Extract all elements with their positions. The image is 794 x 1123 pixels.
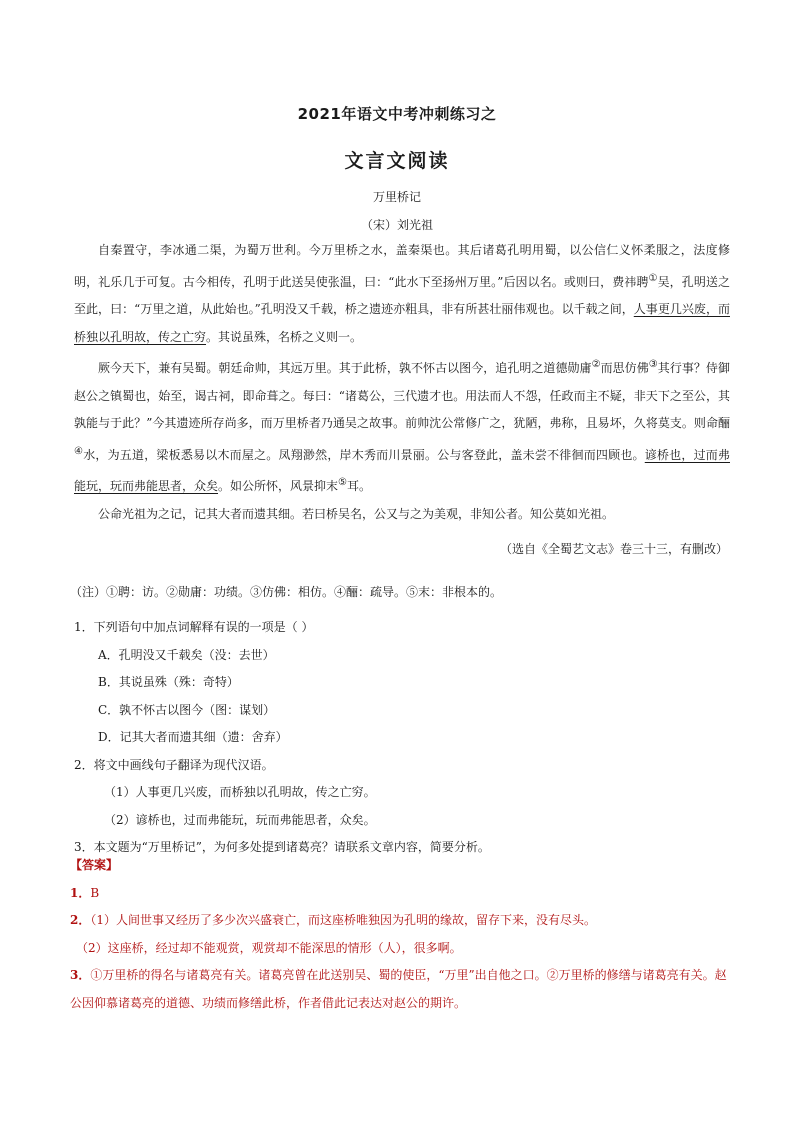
paragraph-1-text-c: 。其说虽殊，名桥之义则一。 — [206, 329, 363, 344]
paragraph-1 — [74, 237, 730, 351]
answer-2-number: 2． — [70, 913, 91, 927]
paragraph-1-text-b: 吴，孔明送之至此，曰：“万里之道，从此始也。”孔明没又千载，桥之遗迹亦粗具，非有所甚壮丽伟观也。以千载之间， — [74, 274, 730, 316]
underlined-sentence-2: 谚桥也，过而弗能玩，玩而弗能思者，众矣 — [74, 447, 730, 493]
underlined-sentence-1: 人事更几兴废，而桥独以孔明故，传之亡穷 — [74, 302, 730, 344]
answer-2-part-2: （2）这座桥，经过却不能观赏，观赏却不能深思的情形（人），很多啊。 — [76, 940, 462, 955]
option-a: A．孔明没又千载矣（没：去世） — [98, 647, 275, 662]
answer-header: 【答案】 — [70, 858, 119, 872]
footnotes: （注）①聘：访。②勋庸：功绩。③仿佛：相仿。④酾：疏导。⑤末：非根本的。 — [70, 585, 503, 599]
option-c: C．孰不怀古以图今（图：谋划） — [98, 702, 276, 717]
question-2: 2．将文中画线句子翻译为现代汉语。 — [74, 757, 274, 772]
page-subtitle: 文言文阅读 — [344, 150, 450, 172]
answer-1-text: B — [90, 885, 100, 900]
answers — [70, 852, 732, 1017]
paragraph-2-text-b: 而思仿佛 — [600, 361, 649, 375]
paragraph-2-text-e: 。如公所怀，风景抑末 — [218, 479, 339, 493]
question-2-part-2: （2）谚桥也，过而弗能玩，玩而弗能思者，众矣。 — [104, 812, 376, 827]
answer-1 — [70, 880, 732, 908]
paragraph-2-text-c: 其行事？侍御赵公之镇蜀也，始至，谒古祠，即命葺之。每曰：“诸葛公，三代遗才也。用法而人不怨，任政而主不疑，非天下之至公，其孰能与于此？”今其遗迹所存尚多，而万里桥者乃通吴之故事。前帅沈公常修广之，犹陋，弗称，且易坏，久将莫支。则命酾 — [74, 361, 730, 430]
answer-1-number: 1． — [70, 885, 91, 900]
answer-3-text: ①万里桥的得名与诸葛亮有关。诸葛亮曾在此送别吴、蜀的使臣，“万里”出自他之口。②万里桥的修缮与诸葛亮有关。赵公因仰慕诸葛亮的道德、功绩而修缮此桥，作者借此记表达对赵公的期许。 — [70, 968, 727, 1010]
note-marker: ④ — [74, 445, 84, 457]
page-title: 2021年语文中考冲刺练习之 — [297, 105, 497, 123]
note-marker: ③ — [648, 359, 658, 370]
paragraph-2 — [74, 351, 730, 501]
passage-source: （选自《全蜀艺文志》卷三十三，有删改） — [499, 542, 728, 556]
note-marker: ① — [648, 272, 658, 284]
question-1: 1．下列语句中加点词解释有误的一项是（ ） — [74, 620, 314, 634]
answer-3-number: 3． — [70, 968, 91, 982]
paragraph-2-text-f: 耳。 — [347, 479, 372, 493]
note-marker: ⑤ — [338, 477, 347, 488]
paragraph-2-text-a: 厥今天下，兼有吴蜀。朝廷命帅，其远万里。其于此桥，孰不怀古以图今，追孔明之道德勋庸 — [98, 361, 592, 375]
answer-3 — [70, 962, 732, 1017]
passage-title: 万里桥记 — [372, 190, 421, 204]
note-marker: ② — [591, 359, 601, 370]
passage-body — [74, 237, 730, 528]
option-b: B．其说虽殊（殊：奇特） — [98, 675, 239, 689]
passage-author: （宋）刘光祖 — [360, 218, 433, 232]
question-2-part-1: （1）人事更几兴废，而桥独以孔明故，传之亡穷。 — [104, 785, 376, 799]
paragraph-1-text-a: 自秦置守，李冰通二渠，为蜀万世利。今万里桥之水，盖秦渠也。其后诸葛孔明用蜀，以公信仁义怀柔服之，法度修明，礼乐几于可复。古今相传，孔明于此送吴使张温，曰：“此水下至扬州万里。”后因以名。或则曰，费祎聘 — [74, 243, 730, 289]
answer-2-part-1-text: （1）人间世事又经历了多少次兴盛衰亡，而这座桥唯独因为孔明的缘故，留存下来，没有尽头。 — [90, 913, 596, 927]
answer-2-part-1 — [70, 907, 732, 935]
questions — [74, 614, 730, 862]
paragraph-3: 公命光祖为之记，记其大者而遗其细。若曰桥吴名，公又与之为美观，非知公者。知公莫如光祖。 — [98, 506, 615, 521]
paragraph-2-text-d: 水，为五道，梁板悉易以木而屋之。凤翔渺然，岸木秀而川景丽。公与客登此，盖未尝不徘徊而四顾也。 — [83, 447, 645, 462]
option-d: D．记其大者而遗其细（遗：舍弃） — [98, 730, 288, 744]
question-3: 3．本文题为“万里桥记”，为何多处提到诸葛亮？请联系文章内容，简要分析。 — [74, 840, 490, 854]
